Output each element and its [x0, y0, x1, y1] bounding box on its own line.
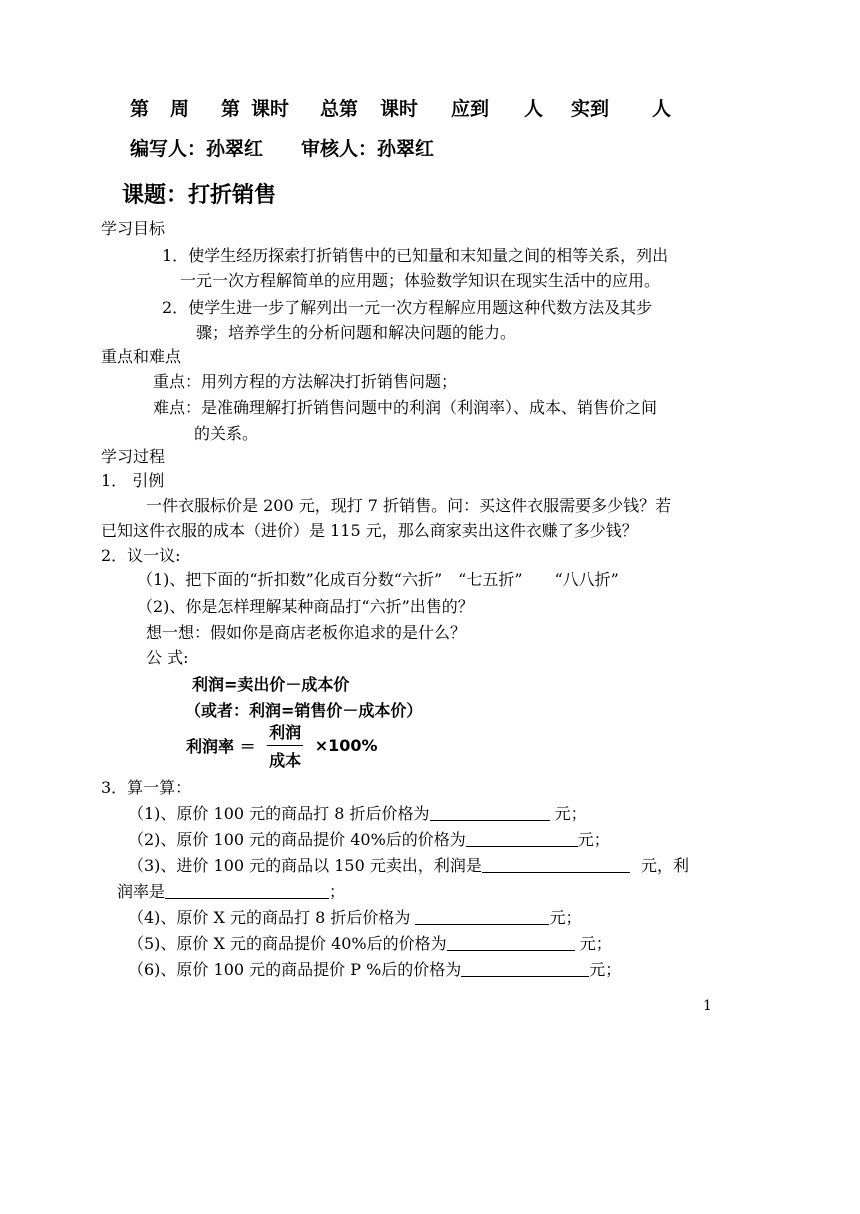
exercise-3-rate-end: ； [329, 882, 346, 901]
formula-profit: 利润=卖出价－成本价 [192, 675, 350, 694]
header-authors: 编写人：孙翠红 审核人：孙翠红 [130, 138, 435, 160]
section-1-line-1: 一件衣服标价是 200 元，现打 7 折销售。问：买这件衣服需要多少钱？若 [146, 496, 672, 515]
header-lesson-unit: 课时 [251, 98, 290, 120]
header-present-label: 实到 [571, 98, 610, 120]
keypoint-hard-line-1: 难点：是准确理解打折销售问题中的利润（利润率）、成本、销售价之间 [153, 398, 658, 417]
section-2-question-1: （1)、把下面的“折扣数”化成百分数“六折” “七五折” “八八折” [137, 570, 619, 589]
formula-fraction [267, 720, 303, 771]
formula-profit-alt: （或者：利润=销售价－成本价） [185, 701, 423, 720]
process-heading: 学习过程 [101, 447, 166, 466]
exercise-1 [128, 801, 587, 824]
exercise-1-unit: 元； [549, 804, 587, 823]
header-line-1 [0, 94, 860, 118]
page-number: 1 [703, 998, 712, 1014]
exercise-3-rate-text: 润率是 [117, 882, 166, 901]
formula-profit-rate [186, 720, 378, 768]
exercise-5-text: （5)、原价 X 元的商品提价 40%后的价格为 [128, 934, 447, 953]
exercise-2-blank[interactable] [466, 830, 578, 847]
header-week-label: 第 [130, 98, 150, 120]
exercise-2 [128, 827, 610, 850]
formula-rate-left: 利润率 ＝ [186, 737, 256, 756]
exercise-4-text: （4)、原价 X 元的商品打 8 折后价格为 [128, 908, 416, 927]
exercise-4-unit: 元； [549, 908, 582, 927]
keypoints-heading: 重点和难点 [101, 347, 182, 366]
header-total-label: 总第 [320, 98, 359, 120]
section-2-think: 想一想：假如你是商店老板你追求的是什么？ [146, 623, 467, 642]
section-2-title: 2．议一议: [101, 546, 181, 565]
exercise-5-unit: 元； [574, 934, 612, 953]
exercise-3-profit-blank[interactable] [482, 856, 630, 873]
header-week-unit: 周 [170, 98, 190, 120]
formula-numerator: 利润 [267, 720, 303, 746]
exercise-6-text: （6)、原价 100 元的商品提价 P %后的价格为 [128, 960, 462, 979]
objectives-heading: 学习目标 [101, 219, 166, 238]
exercise-6-unit: 元； [589, 960, 622, 979]
header-lesson-label: 第 [221, 98, 241, 120]
exercise-2-text: （2)、原价 100 元的商品提价 40%后的价格为 [128, 830, 466, 849]
page-title: 课题：打折销售 [122, 183, 277, 208]
exercise-5 [128, 931, 612, 954]
exercise-3-rate [117, 879, 345, 902]
keypoint-hard-line-2: 的关系。 [194, 424, 259, 443]
formula-rate-right: ×100% [314, 736, 378, 755]
exercise-3-text: （3)、进价 100 元的商品以 150 元卖出，利润是 [128, 856, 482, 875]
exercise-6 [128, 957, 621, 980]
exercise-4-blank[interactable] [415, 908, 549, 925]
section-2-question-2: （2)、你是怎样理解某种商品打“六折”出售的？ [137, 597, 474, 616]
section-1-line-2: 已知这件衣服的成本（进价）是 115 元，那么商家卖出这件衣赚了多少钱？ [101, 521, 638, 540]
objective-1-line-1: 1．使学生经历探索打折销售中的已知量和末知量之间的相等关系，列出 [162, 246, 669, 265]
exercise-3 [128, 853, 689, 876]
formula-denominator: 成本 [269, 751, 302, 770]
header-present-unit: 人 [652, 98, 672, 120]
exercise-4 [128, 905, 581, 928]
exercise-2-unit: 元； [577, 830, 610, 849]
header-expected-unit: 人 [524, 98, 544, 120]
exercise-1-text: （1)、原价 100 元的商品打 8 折后价格为 [128, 804, 430, 823]
formula-label: 公 式: [146, 648, 189, 667]
keypoint-key: 重点：用列方程的方法解决打折销售问题； [153, 372, 458, 391]
exercise-5-blank[interactable] [447, 934, 575, 951]
exercise-3-unit: 元，利 [635, 856, 689, 875]
objective-2-line-2: 骤；培养学生的分析问题和解决问题的能力。 [196, 323, 517, 342]
objective-2-line-1: 2．使学生进一步了解列出一元一次方程解应用题这种代数方法及其步 [162, 298, 653, 317]
exercise-1-blank[interactable] [430, 804, 550, 821]
exercise-3-rate-blank[interactable] [165, 882, 329, 899]
section-3-title: 3．算一算： [101, 778, 192, 797]
exercise-6-blank[interactable] [461, 960, 589, 977]
header-total-unit: 课时 [380, 98, 419, 120]
section-1-title: 1． 引例 [101, 471, 165, 490]
objective-1-line-2: 一元一次方程解简单的应用题；体验数学知识在现实生活中的应用。 [180, 271, 661, 290]
header-expected-label: 应到 [451, 98, 490, 120]
